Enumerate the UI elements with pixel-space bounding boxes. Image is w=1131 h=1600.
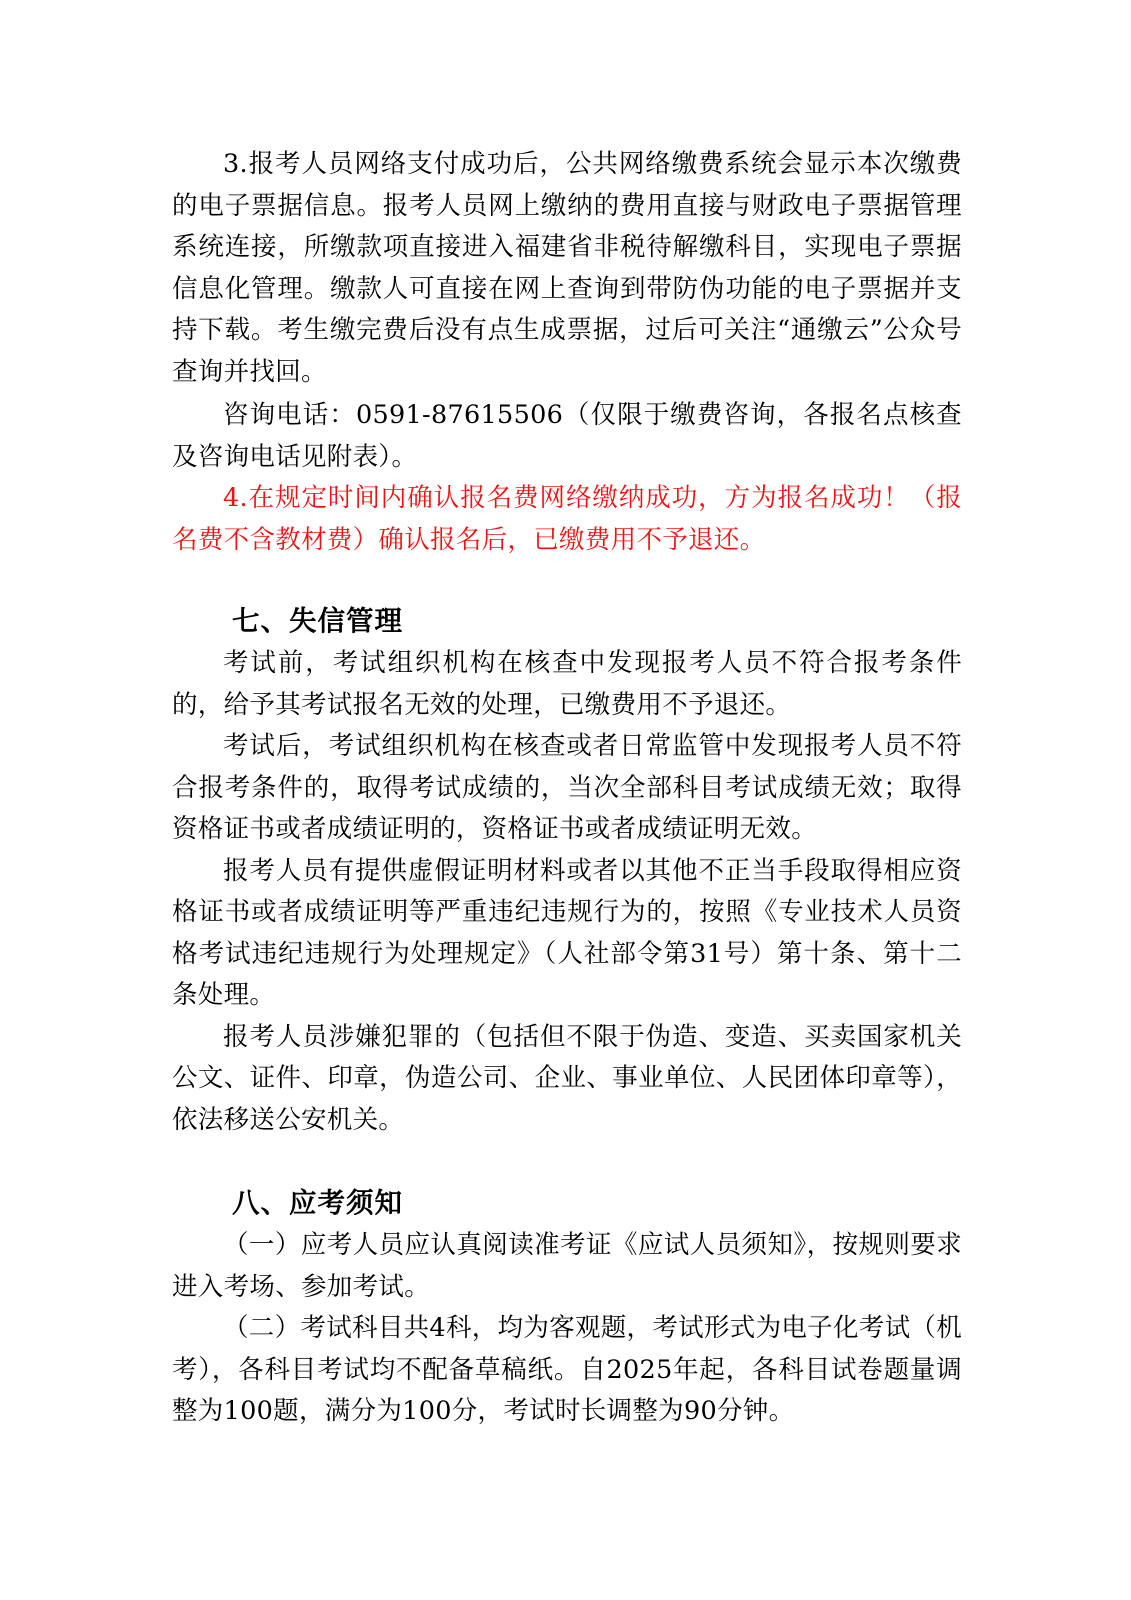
exam-notice-paragraph-2: （二）考试科目共4科，均为客观题，考试形式为电子化考试（机考），各科目考试均不配备草稿纸。自2025年起，各科目试卷题量调整为100题，满分为100分，考试时长调整为90分钟。 [172,1313,962,1426]
credit-paragraph-false-materials: 报考人员有提供虚假证明材料或者以其他不正当手段取得相应资格证书或者成绩证明等严重违纪违规行为的，按照《专业技术人员资格考试违纪违规行为处理规定》（人社部令第31号）第十条、第十二条处理。 [172,855,962,1010]
payment-receipt-paragraph: 3.报考人员网络支付成功后，公共网络缴费系统会显示本次缴费的电子票据信息。报考人员网上缴纳的费用直接与财政电子票据管理系统连接，所缴款项直接进入福建省非税待解缴科目，实现电子票据信息化管理。缴款人可直接在网上查询到带防伪功能的电子票据并支持下载。考生缴完费后没有点生成票据，过后可关注“通缴云”公众号查询并找回。 [172,149,962,387]
section-title-exam-notice: 八、应考须知 [232,1187,403,1219]
exam-notice-paragraph-1: （一）应考人员应认真阅读准考证《应试人员须知》，按规则要求进入考场、参加考试。 [172,1230,962,1302]
registration-success-notice: 4.在规定时间内确认报名费网络缴纳成功，方为报名成功！（报名费不含教材费）确认报名后，已缴费用不予退还。 [172,483,962,555]
contact-phone-paragraph: 咨询电话：0591-87615506（仅限于缴费咨询，各报名点核查及咨询电话见附表）。 [172,400,962,472]
credit-paragraph-before-exam: 考试前，考试组织机构在核查中发现报考人员不符合报考条件的，给予其考试报名无效的处理，已缴费用不予退还。 [172,648,962,720]
credit-paragraph-criminal: 报考人员涉嫌犯罪的（包括但不限于伪造、变造、买卖国家机关公文、证件、印章，伪造公司、企业、事业单位、人民团体印章等），依法移送公安机关。 [172,1021,962,1135]
section-title-credit-management: 七、失信管理 [232,605,403,637]
document-page [172,144,962,1433]
credit-paragraph-after-exam: 考试后，考试组织机构在核查或者日常监管中发现报考人员不符合报考条件的，取得考试成绩的，当次全部科目考试成绩无效；取得资格证书或者成绩证明的，资格证书或者成绩证明无效。 [172,731,962,844]
